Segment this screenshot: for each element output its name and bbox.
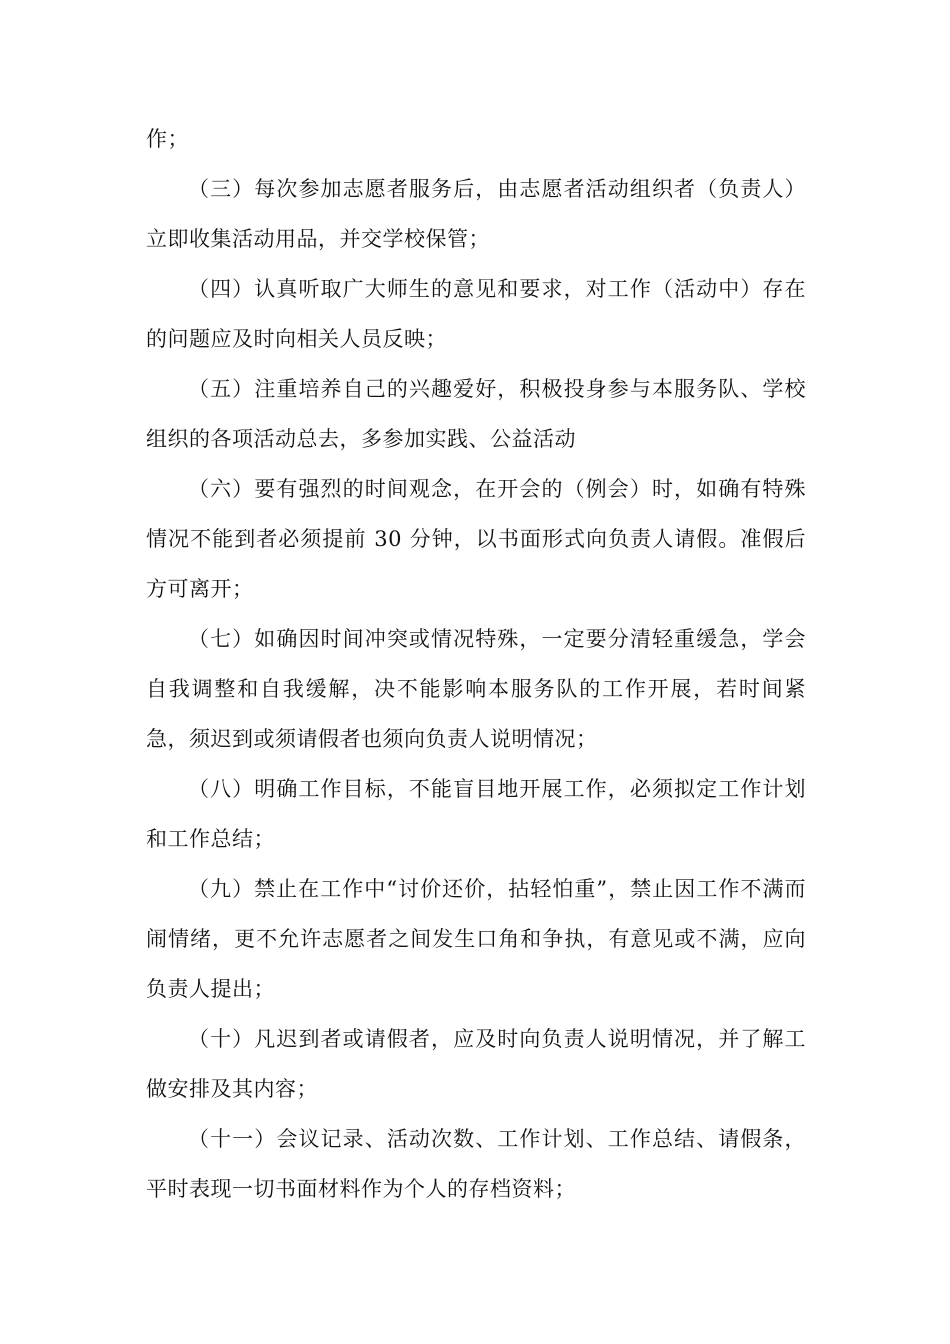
paragraph-item-3: （三）每次参加志愿者服务后，由志愿者活动组织者（负责人）立即收集活动用品，并交学校保管； <box>146 177 806 251</box>
paragraph-item-11: （十一）会议记录、活动次数、工作计划、工作总结、请假条，平时表现一切书面材料作为个人的存档资料； <box>146 1127 806 1201</box>
paragraph-item-4: （四）认真听取广大师生的意见和要求，对工作（活动中）存在的问题应及时向相关人员反映； <box>146 277 806 351</box>
document-body <box>146 114 806 1214</box>
paragraph-item-10: （十）凡迟到者或请假者，应及时向负责人说明情况，并了解工做安排及其内容； <box>146 1027 806 1101</box>
paragraph-item-6: （六）要有强烈的时间观念，在开会的（例会）时，如确有特殊情况不能到者必须提前 30 分钟，以书面形式向负责人请假。准假后方可离开； <box>146 477 806 601</box>
paragraph-item-8: （八）明确工作目标，不能盲目地开展工作，必须拟定工作计划和工作总结； <box>146 777 806 851</box>
paragraph-continuation: 作； <box>146 127 189 151</box>
paragraph-item-5: （五）注重培养自己的兴趣爱好，积极投身参与本服务队、学校组织的各项活动总去，多参加实践、公益活动 <box>146 377 806 451</box>
paragraph-item-9: （九）禁止在工作中“讨价还价，拈轻怕重”，禁止因工作不满而闹情绪，更不允许志愿者之间发生口角和争执，有意见或不满，应向负责人提出； <box>146 877 806 1001</box>
paragraph-item-7: （七）如确因时间冲突或情况特殊，一定要分清轻重缓急，学会自我调整和自我缓解，决不能影响本服务队的工作开展，若时间紧急，须迟到或须请假者也须向负责人说明情况； <box>146 627 806 751</box>
